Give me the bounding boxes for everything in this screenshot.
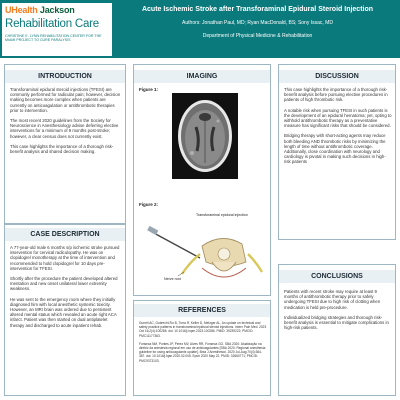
reference-item: Gurrell AC, Gobrecht-Ro B, Turra R, Keller D, Metzger AL. An update on technical and safety practice patterns in transforaminal epidural steroid injections. Interv Pain Med. 2023 Oct 16;2(4):100286. doi: 10.1016/j.inpm.2023.100286. PMID: 39239222; PMCID: PMC11177363. bbox=[139, 321, 267, 338]
case-paragraph: Shortly after the procedure the patient developed altered mentation and new onset unilateral lower extremity weakness. bbox=[10, 276, 118, 292]
logo-subtitle: CHRISTINE E. LYNN REHABILITATION CENTER FOR THE MIAMI PROJECT TO CURE PARALYSIS bbox=[5, 34, 102, 43]
logo-uhealth: UHealth bbox=[5, 5, 38, 15]
references-body bbox=[139, 321, 267, 367]
introduction-paragraph: The most recent 2020 guidelines from the Society for Neuroscience in Anesthesiology advise deferring elective interventions for a minimum of 9 months post-stroke; however, a clear census does not currently exist. bbox=[10, 118, 119, 139]
poster-header bbox=[0, 0, 400, 58]
spine-illustration bbox=[142, 210, 266, 292]
institution-logo bbox=[2, 3, 112, 56]
case-paragraph: He was sent to the emergency room where they initially diagnosed him with local anesthetic systemic toxicity. However, an MRI brain was ordered due to persistent altered mental status which revealed an acute right ACA infarct. Patient was then started on dual antiplatelet therapy and discharged to acute inpatient rehab. bbox=[10, 296, 117, 328]
imaging-title: IMAGING bbox=[134, 70, 270, 83]
introduction-paragraph: Transforaminal epidural steroid injections (TFESI) are commonly performed for radicular pain; however, decision making becomes more complex when patients are currently on anticoagulation or antithrombotic therapies prior to intervention. bbox=[10, 87, 121, 113]
discussion-title: DISCUSSION bbox=[279, 70, 395, 83]
poster-title: Acute Ischemic Stroke after Transforaminal Epidural Steroid Injection bbox=[141, 6, 374, 13]
case-paragraph: A 77-year-old male 6 months s/p ischemic stroke pursued intervention for cervical radiculopathy. He was on clopidogrel monotherapy at the time of intervention and recommended to hold clopidogrel for 10 days pre-intervention for TFESI. bbox=[10, 245, 120, 271]
figure2-label: Figure 2: bbox=[139, 202, 159, 207]
nerve-root-annotation: Nerve root bbox=[164, 277, 181, 281]
discussion-panel bbox=[278, 64, 396, 240]
introduction-title: INTRODUCTION bbox=[5, 70, 125, 83]
conclusions-title: CONCLUSIONS bbox=[279, 270, 395, 283]
discussion-paragraph: A notable risk when pursuing TFESI in such patients is the development of an epidural hematoma; yet, opting to withhold antithrombotic therapy as a preventative measure has significant risks that should be considered. bbox=[284, 107, 392, 129]
conclusions-paragraph: Patients with recent stroke may require at least 9 months of antithrombotic therapy prior to safely undergoing TFESI due to high risk of clotting when medication is held pre-procedure. bbox=[284, 289, 381, 310]
introduction-panel bbox=[4, 64, 126, 224]
introduction-paragraph: This case highlights the importance of a thorough risk-benefit analysis and shared decision making. bbox=[10, 143, 114, 155]
introduction-body bbox=[10, 87, 122, 159]
poster-department: Department of Physical Medicine & Rehabilitation bbox=[202, 33, 313, 39]
conclusions-body bbox=[284, 289, 392, 335]
poster-authors: Authors: Jonathan Paul, MD; Ryan MacDonald, BS; Sony Issac, MD bbox=[182, 20, 333, 26]
case-panel bbox=[4, 224, 126, 396]
case-body bbox=[10, 245, 122, 333]
logo-jackson: Jackson bbox=[39, 5, 75, 15]
imaging-panel bbox=[133, 64, 271, 296]
discussion-paragraph: This case highlights the importance of a thorough risk-benefit analysis before pursuing elective procedures in patients of high thrombotic risk. bbox=[284, 87, 388, 103]
case-title: CASE DESCRIPTION bbox=[5, 228, 125, 241]
logo-rehab-care: Rehabilitation Care bbox=[5, 18, 100, 30]
brain-ct-image bbox=[172, 93, 238, 179]
references-panel bbox=[133, 300, 271, 396]
conclusions-panel bbox=[278, 264, 396, 396]
logo-wordmark bbox=[5, 5, 75, 15]
figure1-label: Figure 1: bbox=[139, 87, 159, 92]
discussion-body bbox=[284, 87, 392, 170]
reference-item: Fonseca NM, Pontes JP, Perez MV, Alves RR, Fonseca GG. SBA 2020: Atualização na diretriz da anestesia regional em uso de anticoagulantes [SBA 2020: Regional anesthesia guideline for using anticoagulants update]. Braz J Anesthesiol. 2020 Jul-Aug;70(4):364-387. doi: 10.1016/j.bjan.2020.02.006. Epub 2020 May 22. PMID: 32660771; PMCID: PMC9373103. bbox=[139, 341, 266, 363]
discussion-paragraph: Bridging therapy with short-acting agents may reduce both bleeding AND thrombotic risks by minimizing the length of time without antithrombotic coverage. Additionally, close coordination with neurology and cardiology is pivotal in making such decisions in high-risk patients bbox=[284, 133, 386, 165]
conclusions-paragraph: Individualized bridging strategies and thorough risk-benefit analysis is essential to mitigate complications in high-risk patients. bbox=[284, 314, 389, 331]
needle-annotation: Transforaminal epidural injection bbox=[196, 213, 248, 217]
references-title: REFERENCES bbox=[134, 304, 270, 317]
